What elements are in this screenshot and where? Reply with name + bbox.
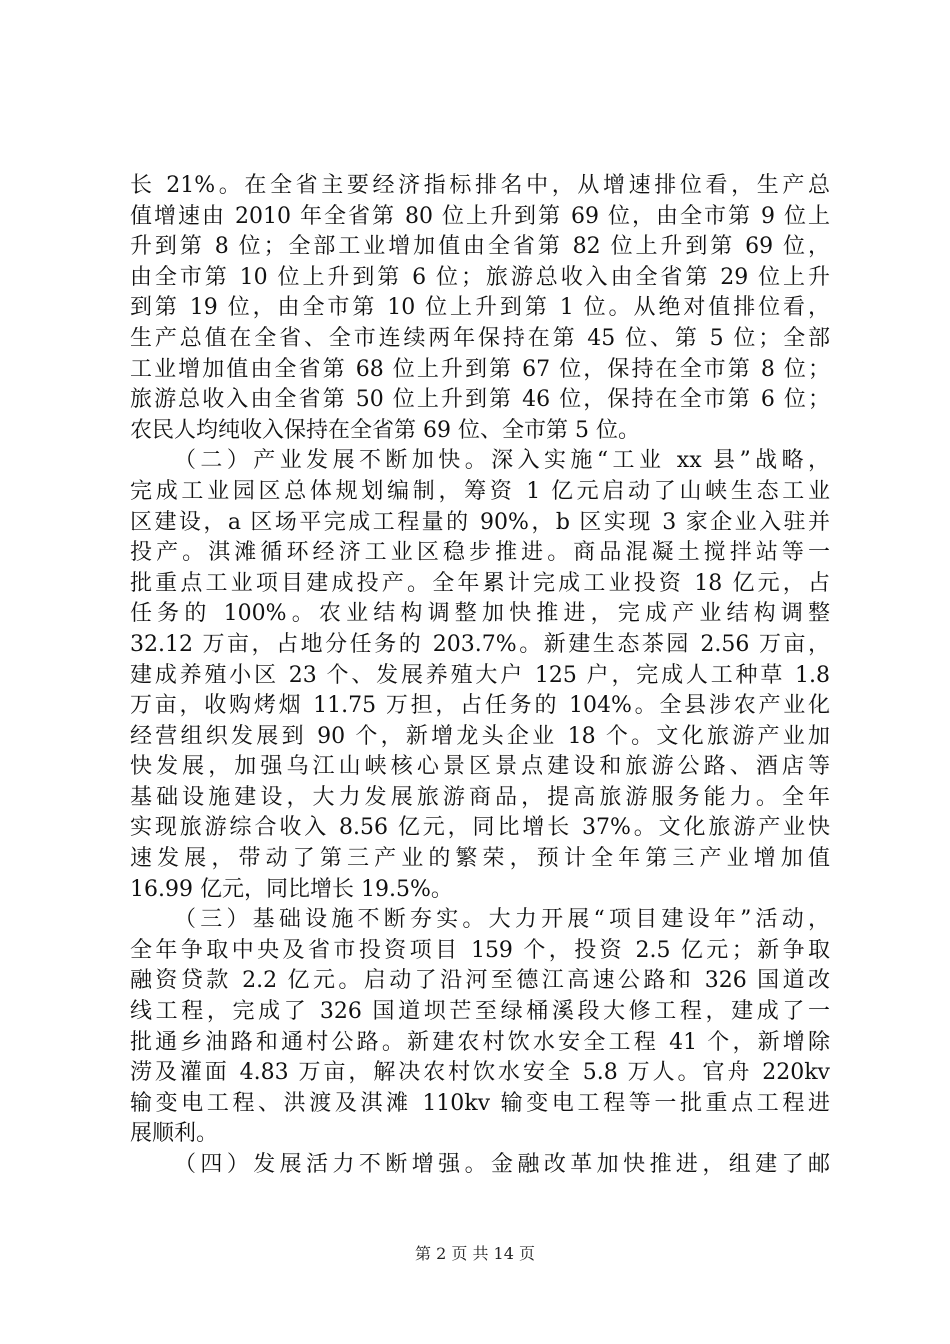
- page-footer: 第 2 页 共 14 页: [415, 1244, 535, 1263]
- paragraph-heading-2: （二）产业发展不断加快。深入实施“工业 xx 县”战略，: [174, 448, 830, 474]
- text-line: 长 21%。在全省主要经济指标排名中，从增速排位看，生产总: [130, 173, 830, 198]
- text-line: 经营组织发展到 90 个，新增龙头企业 18 个。文化旅游产业加: [130, 723, 830, 749]
- text-line: 农民人均纯收入保持在全省第 69 位、全市第 5 位。: [130, 417, 640, 443]
- paragraph-heading-4: （四）发展活力不断增强。金融改革加快推进，组建了邮: [174, 1152, 830, 1177]
- text-line: 实现旅游综合收入 8.56 亿元，同比增长 37%。文化旅游产业快: [130, 815, 830, 841]
- text-line: 线工程，完成了 326 国道坝芒至绿桶溪段大修工程，建成了一: [130, 999, 830, 1025]
- text-line: 基础设施建设，大力发展旅游商品，提高旅游服务能力。全年: [130, 784, 830, 810]
- text-line: 任务的 100%。农业结构调整加快推进，完成产业结构调整: [130, 601, 830, 627]
- text-line: 升到第 8 位；全部工业增加值由全省第 82 位上升到第 69 位，: [130, 234, 830, 260]
- text-line: 融资贷款 2.2 亿元。启动了沿河至德江高速公路和 326 国道改: [130, 968, 830, 994]
- text-line: 批重点工业项目建成投产。全年累计完成工业投资 18 亿元，占: [130, 570, 830, 596]
- text-line: 快发展，加强乌江山峡核心景区景点建设和旅游公路、酒店等: [130, 754, 830, 780]
- text-line: 值增速由 2010 年全省第 80 位上升到第 69 位，由全市第 9 位上: [130, 203, 830, 229]
- text-line: 涝及灌面 4.83 万亩，解决农村饮水安全 5.8 万人。官舟 220kv: [130, 1060, 830, 1086]
- text-line: 区建设，a 区场平完成工程量的 90%，b 区实现 3 家企业入驻并: [130, 509, 830, 535]
- text-line: 工业增加值由全省第 68 位上升到第 67 位，保持在全市第 8 位；: [130, 356, 830, 382]
- text-line: 速发展，带动了第三产业的繁荣，预计全年第三产业增加值: [130, 846, 830, 872]
- text-line: 投产。淇滩循环经济工业区稳步推进。商品混凝土搅拌站等一: [130, 540, 830, 566]
- text-line: 旅游总收入由全省第 50 位上升到第 46 位，保持在全市第 6 位；: [130, 387, 830, 413]
- text-line: 到第 19 位，由全市第 10 位上升到第 1 位。从绝对值排位看，: [130, 295, 830, 321]
- text-line: 建成养殖小区 23 个、发展养殖大户 125 户，完成人工种草 1.8: [130, 662, 830, 688]
- paragraph-heading-3: （三）基础设施不断夯实。大力开展“项目建设年”活动，: [174, 907, 830, 933]
- text-line: 由全市第 10 位上升到第 6 位；旅游总收入由全省第 29 位上升: [130, 264, 830, 290]
- text-line: 批通乡油路和通村公路。新建农村饮水安全工程 41 个，新增除: [130, 1029, 830, 1055]
- text-line: 16.99 亿元，同比增长 19.5%。: [130, 876, 453, 902]
- text-line: 输变电工程、洪渡及淇滩 110kv 输变电工程等一批重点工程进: [130, 1090, 830, 1116]
- body-text: [130, 171, 830, 1181]
- text-line: 全年争取中央及省市投资项目 159 个，投资 2.5 亿元；新争取: [130, 937, 830, 963]
- text-line: 展顺利。: [130, 1121, 219, 1147]
- text-line: 完成工业园区总体规划编制，筹资 1 亿元启动了山峡生态工业: [130, 478, 830, 504]
- text-line: 32.12 万亩，占地分任务的 203.7%。新建生态茶园 2.56 万亩，: [130, 631, 830, 657]
- text-line: 生产总值在全省、全市连续两年保持在第 45 位、第 5 位；全部: [130, 325, 830, 351]
- text-line: 万亩，收购烤烟 11.75 万担，占任务的 104%。全县涉农产业化: [130, 693, 830, 719]
